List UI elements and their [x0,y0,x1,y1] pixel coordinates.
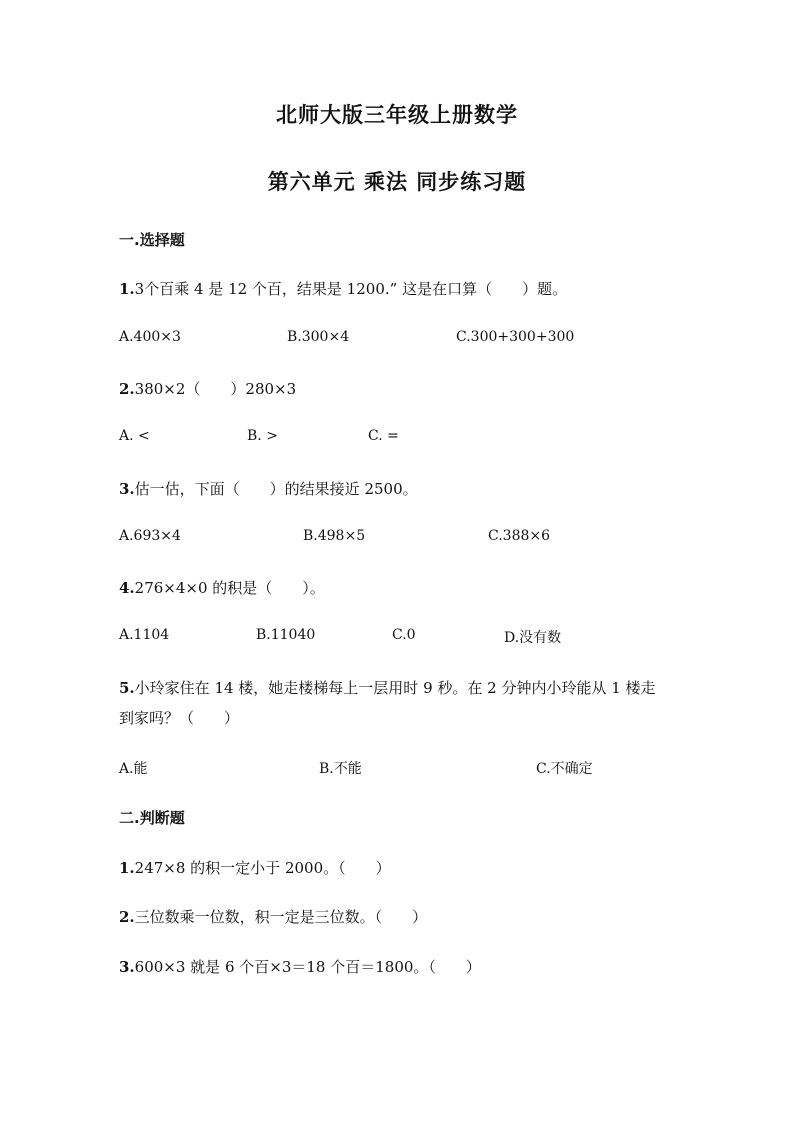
question-text: 380×2（ ）280×3 [134,380,297,398]
option-b: B.11040 [256,627,316,643]
option-a: A.400×3 [119,329,181,345]
question-3 [119,478,418,499]
question-text: 3个百乘 4 是 12 个百，结果是 1200.” 这是在口算（ ）题。 [134,280,568,298]
question-1 [119,278,567,299]
option-c: C.0 [392,627,416,643]
judgement-2 [119,906,427,927]
option-a: A.1104 [119,627,170,643]
question-5-continued: 到家吗？（ ） [119,709,240,727]
question-number: 2. [119,908,135,926]
question-text: 600×3 就是 6 个百×3＝18 个百＝1800。（ ） [134,958,481,976]
question-2 [119,378,296,399]
question-number: 2. [119,380,135,398]
option-c: C.388×6 [488,528,551,544]
judgement-3 [119,956,481,977]
question-text: 小玲家住在 14 楼，她走楼梯每上一层用时 9 秒。在 2 分钟内小玲能从 1 楼走 [134,679,656,697]
question-5 [119,677,656,698]
question-text: 276×4×0 的积是（ ）。 [134,579,325,597]
option-b: B.不能 [319,761,362,777]
question-number: 4. [119,579,135,597]
option-b: B.498×5 [303,528,366,544]
option-a: A.能 [119,761,148,777]
option-c: C. = [368,428,399,444]
question-text: 三位数乘一位数，积一定是三位数。（ ） [134,908,428,926]
question-number: 3. [119,958,135,976]
page-title: 北师大版三年级上册数学 [276,103,518,127]
option-c: C.300+300+300 [456,329,575,345]
option-a: A.693×4 [119,528,181,544]
question-4 [119,577,325,598]
option-d: D.没有数 [504,630,562,646]
option-b: B. > [247,428,278,444]
option-c: C.不确定 [536,761,593,777]
page-subtitle: 第六单元 乘法 同步练习题 [267,170,527,194]
question-text: 247×8 的积一定小于 2000。（ ） [134,859,391,877]
question-text: 估一估，下面（ ）的结果接近 2500。 [134,480,418,498]
option-a: A. < [119,428,150,444]
question-number: 1. [119,280,135,298]
question-number: 5. [119,679,135,697]
question-number: 1. [119,859,135,877]
question-number: 3. [119,480,135,498]
option-b: B.300×4 [287,329,350,345]
section-heading-judgement: 二.判断题 [119,809,185,827]
section-heading-choice: 一.选择题 [119,231,185,249]
judgement-1 [119,857,391,878]
